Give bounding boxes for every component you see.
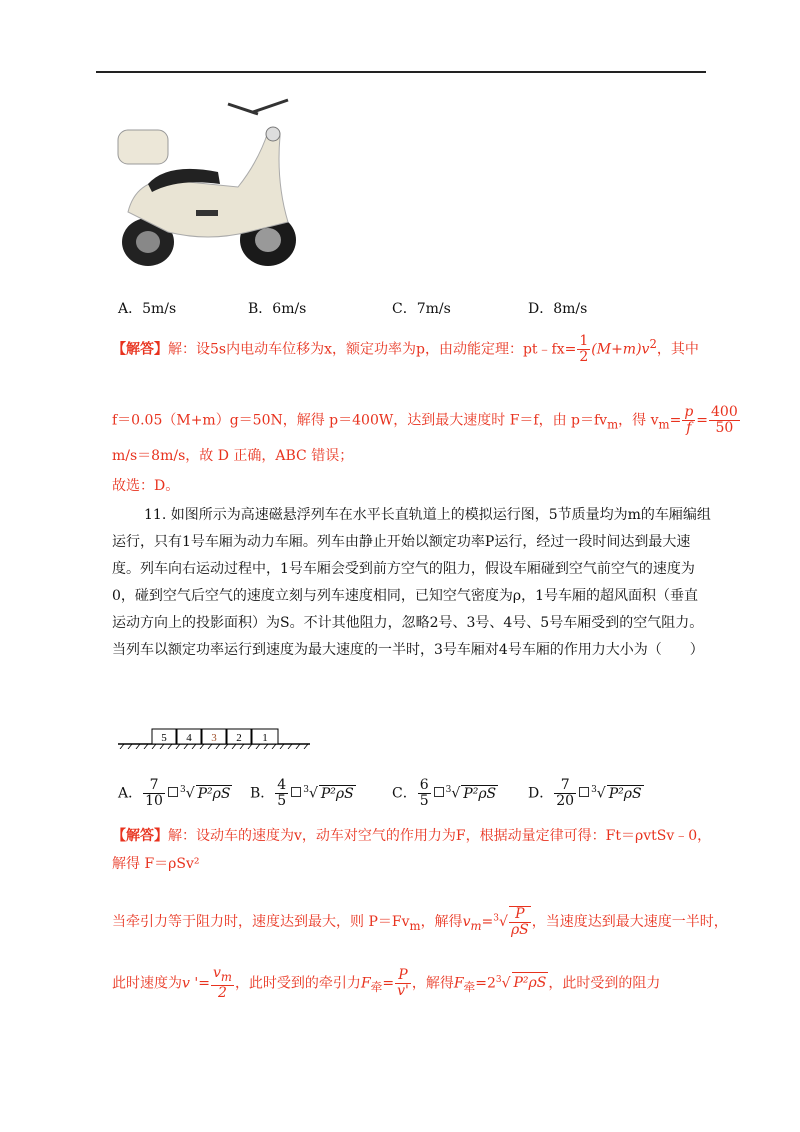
car-label: 4 <box>186 732 192 744</box>
answer10-line2: f＝0.05（M+m）g＝50N，解得 p＝400W，达到最大速度时 F＝f，由 $p=fv_m$，得 $v_m=$ $\frac{p}{f}$ = $\frac{400}{50}$ <box>112 404 738 436</box>
answer11-line1: 【解答】解：设动车的速度为v，动车对空气的作用力为F，根据动量定律可得：Ft＝ρvtSv﹣0，解得 F＝ρSv² <box>112 828 712 872</box>
q11-option-a: A． $\frac{7}{10}$ $^3$√ P²ρS <box>118 777 231 809</box>
car-label: 1 <box>262 732 268 744</box>
answer10-line1: 【解答】解：设5s内电动车位移为x，额定功率为p，由动能定理：pt﹣fx= $\frac{1}{2}$ $(M+m)v^2$，其中 <box>112 333 699 366</box>
car-label: 2 <box>236 732 242 744</box>
answer-tag: 【解答】 <box>112 341 168 358</box>
option-c: C．7m/s <box>392 301 451 317</box>
header-rule <box>96 71 706 73</box>
answer-tag: 【解答】 <box>112 828 168 844</box>
scooter-image <box>108 92 304 270</box>
answer10-line3: m/s＝8m/s，故 D 正确，ABC 错误； <box>112 448 354 464</box>
car-label: 3 <box>211 732 217 744</box>
q11-option-c: C． $\frac{6}{5}$ $^3$√ P²ρS <box>392 777 497 809</box>
car-label: 5 <box>161 732 167 744</box>
question-11-text: 11. 如图所示为高速磁悬浮列车在水平长直轨道上的模拟运行图，5节质量均为m的车厢编组运行，只有1号车厢为动力车厢。列车由静止开始以额定功率P运行，经过一段时间达到最大速度。列车向右运动过程中，1号车厢会受到前方空气的阻力，假设车厢碰到空气前空气的速度为0，碰到空气后空气的速度立刻与列车速度相同，已知空气密度为ρ，1号车厢的超风面积（垂直运动方向上的投影面积）为S。不计其他阻力，忽略2号、3号、4号、5号车厢受到的空气阻力。当列车以额定功率运行到速度为最大速度的一半时，3号车厢对4号车厢的作用力大小为（ ） <box>112 507 711 658</box>
q11-option-d: D． $\frac{7}{20}$ $^3$√ P²ρS <box>528 777 642 809</box>
option-a: A．5m/s <box>118 301 177 317</box>
train-diagram <box>118 727 310 749</box>
answer10-line4: 故选：D。 <box>112 478 180 494</box>
answer11-line2: 当牵引力等于阻力时，速度达到最大，则 $P=Fv_m$，解得$v_m=^3√$ $\frac{P}{\rho S}$ ，当速度达到最大速度一半时， <box>112 906 728 938</box>
option-d: D．8m/s <box>528 301 588 317</box>
q11-option-b: B． $\frac{4}{5}$ $^3$√ P²ρS <box>250 777 354 809</box>
option-b: B．6m/s <box>248 301 307 317</box>
answer11-line3: 此时速度为v '= $\frac{v_m}{2}$ ，此时受到的牵引力$F_牵=$ $\frac{P}{v'}$ ，解得$F_牵=2^3√$ P²ρS ，此时受到的阻力 <box>112 965 661 1001</box>
